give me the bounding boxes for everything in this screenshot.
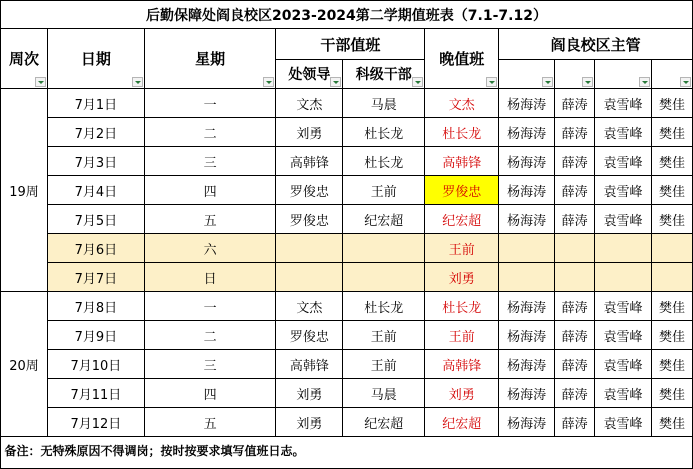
campus-manager-cell[interactable] bbox=[555, 263, 595, 292]
weekday-cell[interactable]: 五 bbox=[144, 205, 276, 234]
section-cadre-cell[interactable] bbox=[343, 234, 425, 263]
filter-dropdown-icon[interactable] bbox=[412, 77, 423, 87]
campus-manager-cell[interactable]: 袁雪峰 bbox=[595, 147, 652, 176]
table-row bbox=[1, 234, 693, 263]
campus-manager-cell[interactable]: 袁雪峰 bbox=[595, 205, 652, 234]
campus-manager-cell[interactable]: 袁雪峰 bbox=[595, 350, 652, 379]
weekday-cell[interactable]: 三 bbox=[144, 147, 276, 176]
header-campus-col-3[interactable] bbox=[595, 60, 652, 89]
weekday-cell[interactable]: 二 bbox=[144, 321, 276, 350]
office-lead-cell[interactable]: 文杰 bbox=[276, 89, 343, 118]
section-cadre-cell[interactable]: 王前 bbox=[343, 176, 425, 205]
table-row bbox=[1, 408, 693, 437]
section-cadre-cell[interactable]: 纪宏超 bbox=[343, 205, 425, 234]
date-cell[interactable]: 7月9日 bbox=[47, 321, 144, 350]
campus-manager-cell[interactable]: 袁雪峰 bbox=[595, 292, 652, 321]
weekday-cell[interactable]: 一 bbox=[144, 89, 276, 118]
night-duty-cell[interactable]: 高韩锋 bbox=[425, 350, 499, 379]
campus-manager-cell[interactable]: 杨海涛 bbox=[499, 321, 555, 350]
header-weekday-label: 星期 bbox=[195, 50, 226, 68]
section-cadre-cell[interactable]: 马晨 bbox=[343, 89, 425, 118]
date-cell[interactable]: 7月8日 bbox=[47, 292, 144, 321]
table-row bbox=[1, 321, 693, 350]
office-lead-cell[interactable]: 罗俊忠 bbox=[276, 176, 343, 205]
date-cell[interactable]: 7月2日 bbox=[47, 118, 144, 147]
footer-note: 备注：无特殊原因不得调岗；按时按要求填写值班日志。 bbox=[4, 443, 305, 458]
campus-manager-cell[interactable]: 樊佳 bbox=[651, 379, 692, 408]
campus-manager-cell[interactable]: 樊佳 bbox=[651, 205, 692, 234]
filter-dropdown-icon[interactable] bbox=[486, 77, 497, 87]
office-lead-cell[interactable]: 高韩锋 bbox=[276, 147, 343, 176]
campus-manager-cell[interactable]: 杨海涛 bbox=[499, 292, 555, 321]
date-cell[interactable]: 7月12日 bbox=[47, 408, 144, 437]
filter-dropdown-icon[interactable] bbox=[330, 77, 341, 87]
roster-body bbox=[1, 89, 693, 437]
night-duty-cell[interactable]: 刘勇 bbox=[425, 379, 499, 408]
filter-dropdown-icon[interactable] bbox=[35, 77, 46, 87]
filter-dropdown-icon[interactable] bbox=[582, 77, 593, 87]
section-cadre-cell[interactable]: 王前 bbox=[343, 350, 425, 379]
table-row bbox=[1, 176, 693, 205]
night-duty-cell[interactable]: 高韩锋 bbox=[425, 147, 499, 176]
night-duty-cell[interactable]: 纪宏超 bbox=[425, 408, 499, 437]
campus-manager-cell[interactable]: 樊佳 bbox=[651, 176, 692, 205]
campus-manager-cell[interactable]: 樊佳 bbox=[651, 118, 692, 147]
table-row bbox=[1, 147, 693, 176]
campus-manager-cell[interactable]: 杨海涛 bbox=[499, 205, 555, 234]
night-duty-cell[interactable]: 王前 bbox=[425, 234, 499, 263]
header-week-label: 周次 bbox=[8, 50, 39, 68]
filter-dropdown-icon[interactable] bbox=[132, 77, 143, 87]
campus-manager-cell[interactable] bbox=[555, 234, 595, 263]
weekday-cell[interactable]: 一 bbox=[144, 292, 276, 321]
night-duty-cell[interactable]: 杜长龙 bbox=[425, 292, 499, 321]
office-lead-cell[interactable]: 刘勇 bbox=[276, 408, 343, 437]
campus-manager-cell[interactable]: 薛涛 bbox=[555, 350, 595, 379]
header-campus-col-2[interactable] bbox=[555, 60, 595, 89]
table-row bbox=[1, 379, 693, 408]
section-cadre-cell[interactable]: 杜长龙 bbox=[343, 118, 425, 147]
table-row bbox=[1, 205, 693, 234]
night-duty-cell[interactable]: 杜长龙 bbox=[425, 118, 499, 147]
office-lead-cell[interactable]: 刘勇 bbox=[276, 118, 343, 147]
date-cell[interactable]: 7月6日 bbox=[47, 234, 144, 263]
date-cell[interactable]: 7月3日 bbox=[47, 147, 144, 176]
table-row bbox=[1, 118, 693, 147]
date-cell[interactable]: 7月10日 bbox=[47, 350, 144, 379]
campus-manager-cell[interactable]: 袁雪峰 bbox=[595, 118, 652, 147]
campus-manager-cell[interactable]: 樊佳 bbox=[651, 408, 692, 437]
filter-dropdown-icon[interactable] bbox=[542, 77, 553, 87]
section-cadre-cell[interactable]: 马晨 bbox=[343, 379, 425, 408]
campus-manager-cell[interactable]: 杨海涛 bbox=[499, 350, 555, 379]
date-cell[interactable]: 7月4日 bbox=[47, 176, 144, 205]
night-duty-cell[interactable]: 王前 bbox=[425, 321, 499, 350]
filter-dropdown-icon[interactable] bbox=[639, 77, 650, 87]
campus-manager-cell[interactable]: 樊佳 bbox=[651, 350, 692, 379]
date-cell[interactable]: 7月5日 bbox=[47, 205, 144, 234]
filter-dropdown-icon[interactable] bbox=[263, 77, 274, 87]
header-date[interactable] bbox=[47, 29, 144, 89]
weekday-cell[interactable]: 五 bbox=[144, 408, 276, 437]
campus-manager-cell[interactable]: 樊佳 bbox=[651, 89, 692, 118]
office-lead-cell[interactable]: 文杰 bbox=[276, 292, 343, 321]
campus-manager-cell[interactable] bbox=[651, 263, 692, 292]
campus-manager-cell[interactable]: 薛涛 bbox=[555, 408, 595, 437]
office-lead-cell[interactable] bbox=[276, 263, 343, 292]
header-section-cadre-label: 科级干部 bbox=[355, 67, 412, 83]
date-cell[interactable]: 7月7日 bbox=[47, 263, 144, 292]
campus-manager-cell[interactable]: 袁雪峰 bbox=[595, 408, 652, 437]
campus-manager-cell[interactable]: 袁雪峰 bbox=[595, 379, 652, 408]
table-row bbox=[1, 89, 693, 118]
office-lead-cell[interactable]: 罗俊忠 bbox=[276, 321, 343, 350]
weekday-cell[interactable]: 日 bbox=[144, 263, 276, 292]
campus-manager-cell[interactable]: 杨海涛 bbox=[499, 408, 555, 437]
header-section-cadre[interactable] bbox=[343, 60, 425, 89]
section-cadre-cell[interactable]: 纪宏超 bbox=[343, 408, 425, 437]
campus-manager-cell[interactable]: 薛涛 bbox=[555, 176, 595, 205]
campus-manager-cell[interactable]: 薛涛 bbox=[555, 292, 595, 321]
week-cell[interactable]: 19周 bbox=[1, 89, 48, 292]
night-duty-cell[interactable]: 纪宏超 bbox=[425, 205, 499, 234]
header-date-label: 日期 bbox=[80, 50, 111, 68]
night-duty-cell[interactable]: 文杰 bbox=[425, 89, 499, 118]
header-office-lead-label: 处领导 bbox=[288, 67, 331, 83]
weekday-cell[interactable]: 六 bbox=[144, 234, 276, 263]
filter-dropdown-icon[interactable] bbox=[680, 77, 691, 87]
header-campus-group: 阎良校区主管 bbox=[499, 29, 693, 60]
header-week[interactable] bbox=[1, 29, 48, 89]
date-cell[interactable]: 7月11日 bbox=[47, 379, 144, 408]
header-night-label: 晚值班 bbox=[439, 50, 485, 68]
section-cadre-cell[interactable]: 杜长龙 bbox=[343, 292, 425, 321]
weekday-cell[interactable]: 二 bbox=[144, 118, 276, 147]
table-row bbox=[1, 350, 693, 379]
header-weekday[interactable] bbox=[144, 29, 276, 89]
campus-manager-cell[interactable]: 薛涛 bbox=[555, 205, 595, 234]
campus-manager-cell[interactable]: 杨海涛 bbox=[499, 176, 555, 205]
table-row bbox=[1, 292, 693, 321]
section-cadre-cell[interactable] bbox=[343, 263, 425, 292]
campus-manager-cell[interactable]: 薛涛 bbox=[555, 321, 595, 350]
weekday-cell[interactable]: 四 bbox=[144, 379, 276, 408]
section-cadre-cell[interactable]: 杜长龙 bbox=[343, 147, 425, 176]
campus-manager-cell[interactable]: 薛涛 bbox=[555, 147, 595, 176]
office-lead-cell[interactable]: 罗俊忠 bbox=[276, 205, 343, 234]
section-cadre-cell[interactable]: 王前 bbox=[343, 321, 425, 350]
office-lead-cell[interactable]: 刘勇 bbox=[276, 379, 343, 408]
table-row bbox=[1, 263, 693, 292]
night-duty-cell[interactable]: 刘勇 bbox=[425, 263, 499, 292]
header-office-lead[interactable] bbox=[276, 60, 343, 89]
date-cell[interactable]: 7月1日 bbox=[47, 89, 144, 118]
campus-manager-cell[interactable]: 薛涛 bbox=[555, 118, 595, 147]
campus-manager-cell[interactable]: 樊佳 bbox=[651, 292, 692, 321]
header-campus-col-1[interactable] bbox=[499, 60, 555, 89]
campus-manager-cell[interactable] bbox=[499, 234, 555, 263]
campus-manager-cell[interactable] bbox=[595, 234, 652, 263]
header-campus-col-4[interactable] bbox=[651, 60, 692, 89]
week-cell[interactable]: 20周 bbox=[1, 292, 48, 437]
header-cadre-group: 干部值班 bbox=[276, 29, 425, 60]
campus-manager-cell[interactable]: 杨海涛 bbox=[499, 118, 555, 147]
office-lead-cell[interactable] bbox=[276, 234, 343, 263]
campus-manager-cell[interactable]: 樊佳 bbox=[651, 147, 692, 176]
night-duty-cell[interactable]: 罗俊忠 bbox=[425, 176, 499, 205]
weekday-cell[interactable]: 三 bbox=[144, 350, 276, 379]
campus-manager-cell[interactable]: 杨海涛 bbox=[499, 147, 555, 176]
sheet-title: 后勤保障处阎良校区2023-2024第二学期值班表（7.1-7.12） bbox=[1, 1, 693, 29]
office-lead-cell[interactable]: 高韩锋 bbox=[276, 350, 343, 379]
campus-manager-cell[interactable]: 薛涛 bbox=[555, 379, 595, 408]
campus-manager-cell[interactable]: 袁雪峰 bbox=[595, 89, 652, 118]
weekday-cell[interactable]: 四 bbox=[144, 176, 276, 205]
campus-manager-cell[interactable]: 杨海涛 bbox=[499, 89, 555, 118]
header-night[interactable] bbox=[425, 29, 499, 89]
campus-manager-cell[interactable]: 袁雪峰 bbox=[595, 176, 652, 205]
campus-manager-cell[interactable]: 袁雪峰 bbox=[595, 321, 652, 350]
campus-manager-cell[interactable]: 薛涛 bbox=[555, 89, 595, 118]
campus-manager-cell[interactable]: 杨海涛 bbox=[499, 379, 555, 408]
campus-manager-cell[interactable] bbox=[651, 234, 692, 263]
campus-manager-cell[interactable]: 樊佳 bbox=[651, 321, 692, 350]
campus-manager-cell[interactable] bbox=[595, 263, 652, 292]
campus-manager-cell[interactable] bbox=[499, 263, 555, 292]
